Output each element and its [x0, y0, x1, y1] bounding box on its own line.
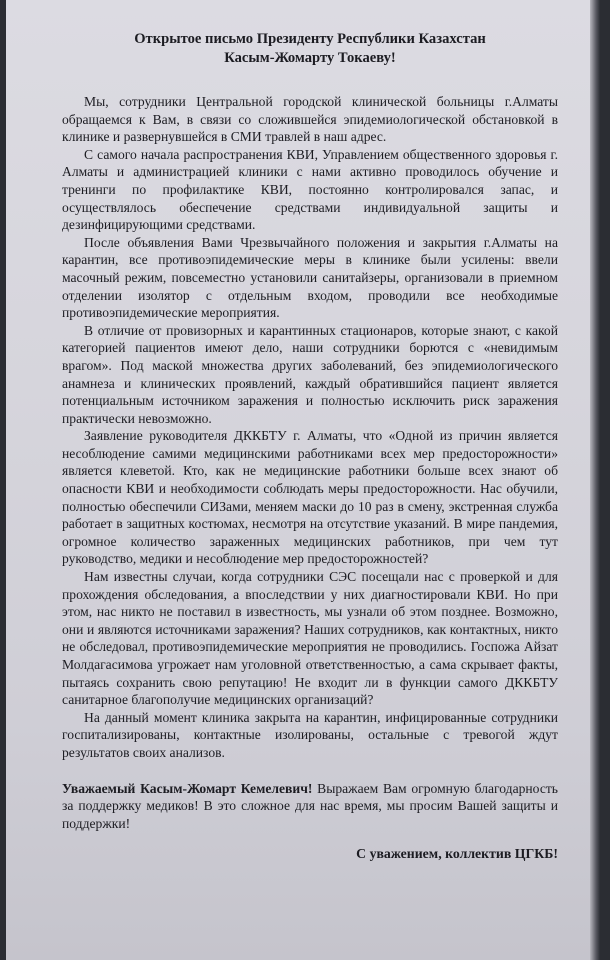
closing-address: Уважаемый Касым-Жомарт Кемелевич!	[62, 780, 313, 796]
paragraph-training: С самого начала распространения КВИ, Управлением общественного здоровья г. Алматы и администрацией клиники с нами активно проводилось обучение и тренинги по профилактике КВИ, постоянно контролировался запас, и осуществлялось обеспечение средствами индивидуальной защиты и дезинфицирующими средствами.	[62, 146, 558, 233]
letter-page	[6, 0, 600, 960]
letter-title	[62, 30, 558, 68]
paragraph-quarantine-status: На данный момент клиника закрыта на карантин, инфицированные сотрудники госпитализированы, контактные изолированы, остальные с тревогой ждут результатов своих анализов.	[62, 709, 558, 760]
title-line-2: Касым-Жомарту Токаеву!	[224, 50, 396, 66]
closing-paragraph	[62, 780, 558, 833]
paragraph-invisible-enemy: В отличие от провизорных и карантинных стационаров, которые знают, с какой категорией пациентов имеют дело, наши сотрудники борются с «невидимым врагом». Под маской множества других заболеваний, без эпидемиологического анамнеза и клинических проявлений, каждый обратившийся пациент является потенциальным источником заражения и полностью исключить риск заражения практически невозможно.	[62, 322, 558, 426]
title-line-1: Открытое письмо Президенту Республики Казахстан	[134, 31, 486, 47]
paragraph-slander-statement: Заявление руководителя ДККБТУ г. Алматы, что «Одной из причин является несоблюдение самими медицинскими работниками всех мер предосторожности» является клеветой. Кто, как не медицинские работники больше всех знают об опасности КВИ и необходимости соблюдать меры предосторожности. Нас обучили, полностью обеспечили СИЗами, меняем маски до 10 раз в смену, экстренная служба работает в защитных костюмах, несмотря на отсутствие указаний. В мире пандемия, огромное количество зараженных медицинских работников, при чем тут руководство, медики и несоблюдение мер предосторожностей?	[62, 428, 558, 567]
paragraph-intro: Мы, сотрудники Центральной городской клинической больницы г.Алматы обращаемся к Вам, в связи со сложившейся эпидемиологической обстановкой в клинике и развернувшейся в СМИ травлей в наш адрес.	[62, 94, 558, 145]
paragraph-ses-cases: Нам известны случаи, когда сотрудники СЭС посещали нас с проверкой и для прохождения обследования, а впоследствии у них диагностировали КВИ. Но при этом, нас никто не поставил в известность, мы узнали об этом позднее. Возможно, они и являются источниками заражения? Наших сотрудников, как контактных, никто не обследовал, противоэпидемические мероприятия не проводились. Госпожа Айзат Молдагасимова угрожает нам уголовной ответственностью, а сама скрывает факты, пытаясь сохранить свою репутацию! Не входит ли в функции самого ДККБТУ санитарное благополучие медицинских организаций?	[62, 569, 558, 708]
paragraph-emergency-measures: После объявления Вами Чрезвычайного положения и закрытия г.Алматы на карантин, все противоэпидемические меры в клинике были усилены: ввели масочный режим, повсеместно установили санитайзеры, организовали в приемном отделении изолятор с отдельным входом, проводили все необходимые противоэпидемические мероприятия.	[62, 234, 558, 321]
closing-text: Выражаем Вам огромную благодарность за поддержку медиков! В это сложное для нас время, мы просим Вашей защиты и поддержки!	[62, 780, 558, 831]
signature: С уважением, коллектив ЦГКБ!	[356, 846, 558, 862]
page-edge-shadow	[590, 0, 600, 960]
